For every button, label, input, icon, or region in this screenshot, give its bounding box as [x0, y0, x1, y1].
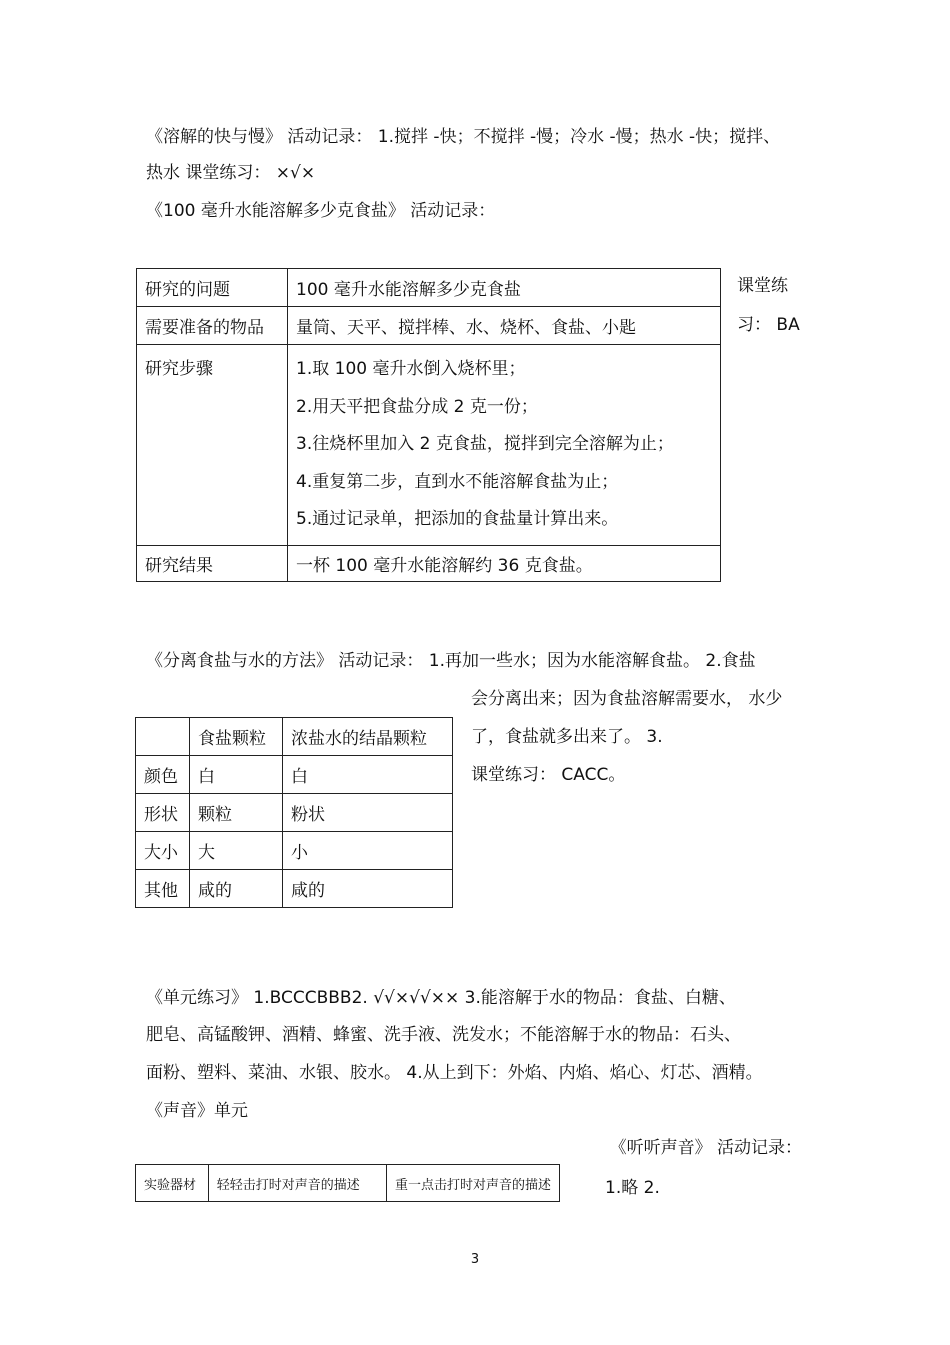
s2-line1: 《分离食盐与水的方法》 活动记录： 1.再加一些水；因为水能溶解食盐。 2.食盐: [146, 651, 756, 671]
table-cell: 颗粒: [190, 794, 283, 832]
table-cell-value: 一杯 100 毫升水能溶解约 36 克食盐。: [288, 545, 721, 581]
step-item: 3.往烧杯里加入 2 克食盐，搅拌到完全溶解为止；: [296, 434, 674, 455]
table-cell-value: 量筒、天平、搅拌棒、水、烧杯、食盐、小匙: [288, 307, 721, 345]
page-number: 3: [470, 1252, 480, 1267]
s3-line6: 1.略 2.: [605, 1178, 660, 1198]
s3-line1: 《单元练习》 1.BCCCBBB2. √√×√√×× 3.能溶解于水的物品：食盐、白糖、: [146, 988, 736, 1008]
table-cell-label: 研究步骤: [137, 345, 288, 546]
table-cell: 大: [190, 832, 283, 870]
step-item: 2.用天平把食盐分成 2 克一份；: [296, 396, 538, 417]
table-cell: 咸的: [190, 870, 283, 908]
table-header: 实验器材: [136, 1165, 209, 1202]
s1-line2: 热水 课堂练习： ×√×: [146, 163, 316, 183]
table-cell-label: 研究的问题: [137, 269, 288, 307]
table-cell: 小: [283, 832, 453, 870]
table-header: [136, 718, 190, 756]
side-note-2: 习： BA: [737, 315, 800, 335]
s3-line4: 《声音》单元: [146, 1101, 248, 1121]
s3-line5: 《听听声音》 活动记录：: [609, 1138, 802, 1158]
table-cell-label: 需要准备的物品: [137, 307, 288, 345]
sound-table: [135, 1164, 560, 1202]
table-cell: 形状: [136, 794, 190, 832]
salt-comparison-table: [135, 717, 453, 908]
table-header: 浓盐水的结晶颗粒: [283, 718, 453, 756]
s2-line2: 会分离出来；因为食盐溶解需要水， 水少: [471, 689, 783, 709]
table-cell: 咸的: [283, 870, 453, 908]
table-header: 轻轻击打时对声音的描述: [208, 1165, 386, 1202]
step-item: 4.重复第二步，直到水不能溶解食盐为止；: [296, 471, 619, 492]
table-cell-label: 研究结果: [137, 545, 288, 581]
table-header: 重一点击打时对声音的描述: [386, 1165, 559, 1202]
table-cell: 其他: [136, 870, 190, 908]
step-item: 5.通过记录单，把添加的食盐量计算出来。: [296, 509, 619, 530]
s1-line3: 《100 毫升水能溶解多少克食盐》 活动记录：: [146, 201, 496, 221]
table-cell: 颜色: [136, 756, 190, 794]
table-cell: 白: [283, 756, 453, 794]
step-item: 1.取 100 毫升水倒入烧杯里；: [296, 359, 526, 379]
s3-line2: 肥皂、高锰酸钾、酒精、蜂蜜、洗手液、洗发水；不能溶解于水的物品：石头、: [146, 1025, 741, 1045]
s1-line1: 《溶解的快与慢》 活动记录： 1.搅拌 -快；不搅拌 -慢；冷水 -慢；热水 -快；搅拌、: [146, 127, 781, 147]
table-cell: 粉状: [283, 794, 453, 832]
research-table: [136, 268, 721, 582]
table-cell: 白: [190, 756, 283, 794]
s2-line3: 了，食盐就多出来了。 3.: [471, 727, 663, 747]
side-note-1: 课堂练: [737, 276, 788, 296]
table-cell: 大小: [136, 832, 190, 870]
s2-line4: 课堂练习： CACC。: [471, 765, 626, 785]
table-header: 食盐颗粒: [190, 718, 283, 756]
s3-line3: 面粉、塑料、菜油、水银、胶水。 4.从上到下：外焰、内焰、焰心、灯芯、酒精。: [146, 1063, 763, 1083]
steps-cell: [288, 345, 721, 546]
table-cell-value: 100 毫升水能溶解多少克食盐: [288, 269, 721, 307]
